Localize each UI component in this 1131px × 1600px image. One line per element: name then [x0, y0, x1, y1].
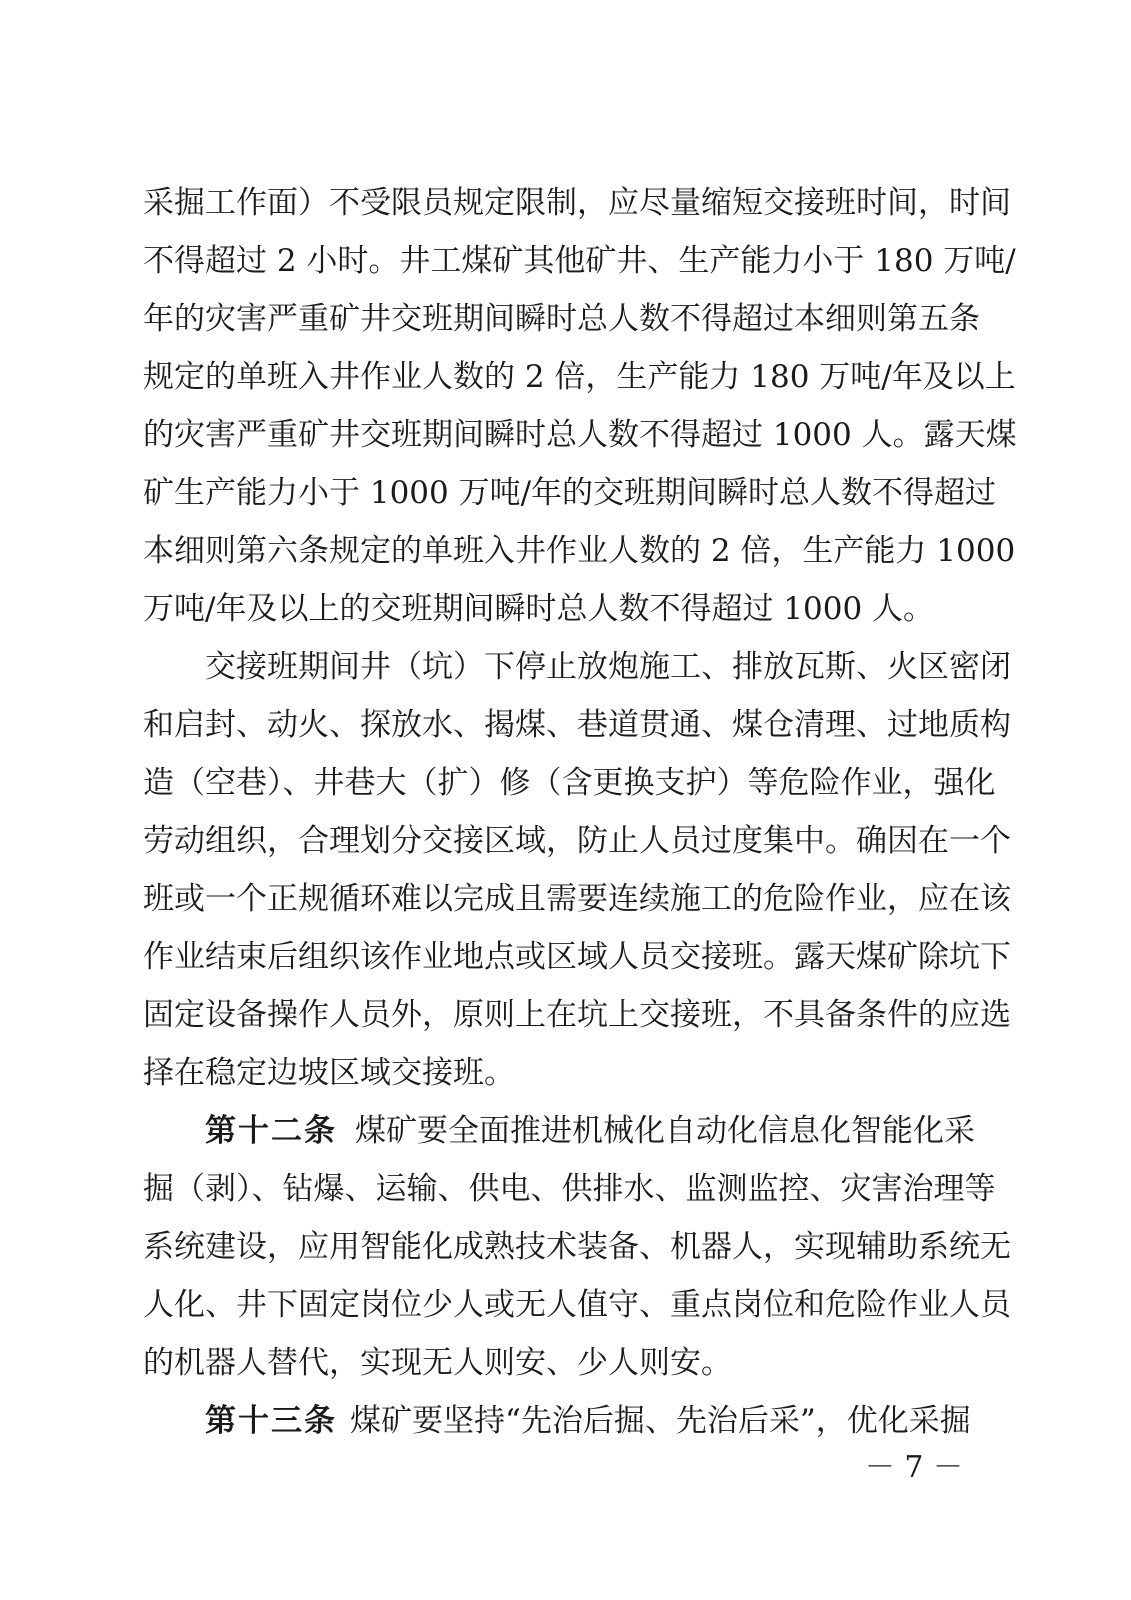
paragraph-line: 作业结束后组织该作业地点或区域人员交接班。露天煤矿除坑下	[143, 939, 1011, 975]
paragraph-line: 万吨/年及以上的交班期间瞬时总人数不得超过 1000 人。	[143, 591, 935, 627]
paragraph-line: 掘（剥）、钻爆、运输、供电、供排水、监测监控、灾害治理等	[143, 1171, 996, 1207]
paragraph-line: 班或一个正规循环难以完成且需要连续施工的危险作业，应在该	[143, 881, 1011, 917]
paragraph-line: 造（空巷）、井巷大（扩）修（含更换支护）等危险作业，强化	[143, 765, 996, 801]
article-12-heading: 第十二条	[205, 1113, 337, 1149]
article-13-heading: 第十三条	[205, 1403, 337, 1439]
paragraph-line: 劳动组织，合理划分交接区域，防止人员过度集中。确因在一个	[143, 823, 1011, 859]
paragraph-line: 矿生产能力小于 1000 万吨/年的交班期间瞬时总人数不得超过	[143, 475, 997, 511]
page-number: － 7 －	[864, 1450, 963, 1485]
paragraph-line: 系统建设，应用智能化成熟技术装备、机器人，实现辅助系统无	[143, 1229, 1011, 1265]
paragraph-line: 的机器人替代，实现无人则安、少人则安。	[143, 1345, 732, 1381]
paragraph-line: 交接班期间井（坑）下停止放炮施工、排放瓦斯、火区密闭	[205, 649, 1011, 685]
paragraph-line: 采掘工作面）不受限员规定限制，应尽量缩短交接班时间，时间	[143, 185, 1011, 221]
paragraph-line: 择在稳定边坡区域交接班。	[143, 1055, 515, 1091]
paragraph-line: 本细则第六条规定的单班入井作业人数的 2 倍，生产能力 1000	[143, 533, 1016, 569]
paragraph-line: 煤矿要坚持“先治后掘、先治后采”，优化采掘	[350, 1403, 971, 1439]
paragraph-line: 人化、井下固定岗位少人或无人值守、重点岗位和危险作业人员	[143, 1287, 1011, 1323]
paragraph-line: 的灾害严重矿井交班期间瞬时总人数不得超过 1000 人。露天煤	[143, 417, 1017, 453]
paragraph-line: 和启封、动火、探放水、揭煤、巷道贯通、煤仓清理、过地质构	[143, 707, 1011, 743]
paragraph-line: 不得超过 2 小时。井工煤矿其他矿井、生产能力小于 180 万吨/	[143, 243, 1016, 279]
paragraph-line: 煤矿要全面推进机械化自动化信息化智能化采	[355, 1113, 975, 1149]
paragraph-line: 固定设备操作人员外，原则上在坑上交接班，不具备条件的应选	[143, 997, 1011, 1033]
paragraph-line: 规定的单班入井作业人数的 2 倍，生产能力 180 万吨/年及以上	[143, 359, 1016, 395]
paragraph-line: 年的灾害严重矿井交班期间瞬时总人数不得超过本细则第五条	[143, 301, 980, 337]
